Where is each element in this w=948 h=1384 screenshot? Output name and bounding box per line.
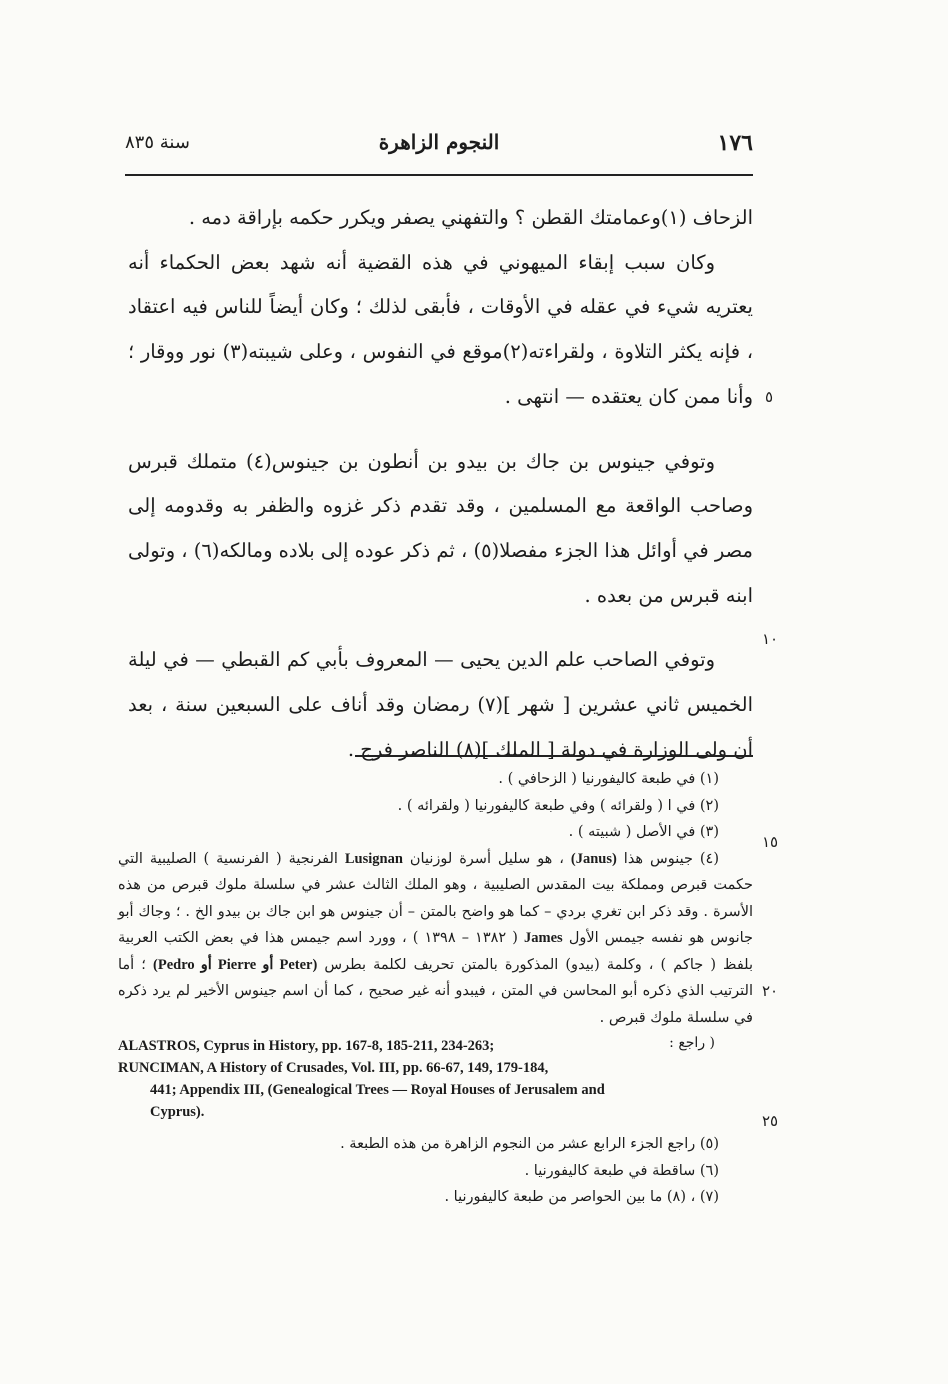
footnote-2 (118, 793, 753, 820)
footnote-2-text: (٢) في ا ( ولقرائه ) وفي طبعة كاليفورنيا ( ولقرائه ) . (397, 797, 719, 814)
footnote-4-prefix: (٤) جينوس هذا (623, 850, 720, 867)
line-number-25: ٢٥ (762, 1112, 779, 1130)
line-number-20: ٢٠ (762, 982, 779, 1000)
line-number-10: ١٠ (762, 630, 779, 648)
running-title: النجوم الزاهرة (378, 130, 500, 154)
footnote-4-rest: الفرنجية ( الفرنسية ) الصليبية التي حكمت قبرص ومملكة بيت المقدس الصليبية ، وهو الملك الثالث عشر في سلسلة ملوك قبرص من هذه الأسرة . وقد ذكر ابن تغري بردي – كما هو واضح بالمتن – أن جينوس هو ابن جاك بن بيدو الخ . ؛ وجاك أبو جانوس هو نفسه جيمس الأول (118, 850, 754, 946)
paragraph-3 (128, 440, 753, 619)
line-number-5: ٥ (765, 388, 774, 406)
main-text (128, 196, 753, 772)
pedro-term: (Pedro أو Pierre أو Peter) (153, 956, 318, 973)
refs-label: ( راجع : (669, 1035, 715, 1051)
line-number-15: ١٥ (762, 833, 779, 851)
footnote-4-mid: ، هو سليل أسرة لوزنيان (409, 850, 564, 867)
footnote-3 (118, 819, 753, 846)
footnote-3-text: (٣) في الأصل ( شبيته ) . (568, 824, 719, 840)
lusignan-term: Lusignan (344, 850, 403, 867)
footnote-6 (118, 1158, 753, 1185)
footnote-1 (118, 766, 753, 793)
footnote-7-text: (٧) ، (٨) ما بين الحواصر من طبعة كاليفورنيا . (444, 1189, 719, 1205)
footnote-4-rest2: ( ١٣٨٢ – ١٣٩٨ ) ، وورد اسم جيمس هذا في بعض الكتب العربية بلفظ ( جاكم ) ، وكلمة (بيدو) المذكورة بالمتن تحريف لكلمة بطرس (118, 930, 753, 973)
paragraph-1: الزحاف (١)وعمامتك القطن ؟ والتفهني يصفر ويكرر حكمه بإراقة دمه . (188, 206, 753, 229)
footnote-4-rest3: ؛ أما الترتيب الذي ذكره أبو المحاسن في المتن ، فيبدو أنه غير صحيح ، كما أن اسم جينوس الأخير لم يرد ذكره في سلسلة ملوك قبرص . (118, 956, 753, 1026)
page-number: ١٧٦ (717, 130, 753, 156)
reference-runciman-2: 441; Appendix III, (Genealogical Trees — Royal Houses of Jerusalem and (150, 1082, 605, 1098)
footnote-5 (118, 1131, 753, 1158)
footnote-5-text: (٥) راجع الجزء الرابع عشر من النجوم الزاهرة من هذه الطبعة . (340, 1136, 719, 1152)
reference-alastros: ALASTROS, Cyprus in History, pp. 167-8, 185-211, 234-263; (118, 1038, 495, 1054)
footnote-rule (355, 755, 753, 757)
year-label: سنة ٨٣٥ (125, 132, 190, 153)
footnotes (118, 766, 753, 1211)
reference-runciman-3: Cyprus). (150, 1104, 205, 1120)
paragraph-2 (128, 241, 753, 420)
paragraph-4-text: وتوفي الصاحب علم الدين يحيى — المعروف بأبي كم القبطي — في ليلة الخميس ثاني عشرين [ شهر ](٧) رمضان وقد أناف على السبعين سنة ، بعد أن ولى الوزارة في دولة [ الملك ](٨) الناصر فرج . (128, 648, 753, 761)
footnote-1-text: (١) في طبعة كاليفورنيا ( الزحافي ) . (498, 771, 719, 787)
footnote-7 (118, 1184, 753, 1211)
reference-runciman-1: RUNCIMAN, A History of Crusades, Vol. III, pp. 66-67, 149, 179-184, (118, 1060, 549, 1076)
footnote-6-text: (٦) ساقطة في طبعة كاليفورنيا . (524, 1162, 719, 1179)
james-term: James (524, 930, 563, 946)
footnote-4 (118, 846, 753, 1032)
header-rule (125, 174, 753, 176)
paragraph-2-text: وكان سبب إبقاء الميهوني في هذه القضية أنه شهد بعض الحكماء أنه يعتريه شيء في عقله في الأوقات ، فأبقى لذلك ؛ وكان أيضاً للناس فيه اعتقاد ، فإنه يكثر التلاوة ، ولقراءته(٢)موقع في النفوس ، وعلى شيبته(٣) نور ووقار ؛ وأنا ممن كان يعتقده — انتهى . (128, 250, 753, 408)
janus-term: (Janus) (570, 850, 617, 867)
paragraph-4 (128, 638, 753, 772)
running-header (125, 130, 753, 160)
reference-row-1 (118, 1035, 753, 1057)
paragraph-3-text: وتوفي جينوس بن جاك بن بيدو بن أنطون بن جينوس(٤) متملك قبرس وصاحب الواقعة مع المسلمين ، وقد تقدم ذكر غزوه والظفر به وقدومه إلى مصر في أوائل هذا الجزء مفصلا(٥) ، ثم ذكر عوده إلى بلاده ومالكه(٦) ، وتولى ابنه قبرس من بعده . (128, 449, 754, 607)
